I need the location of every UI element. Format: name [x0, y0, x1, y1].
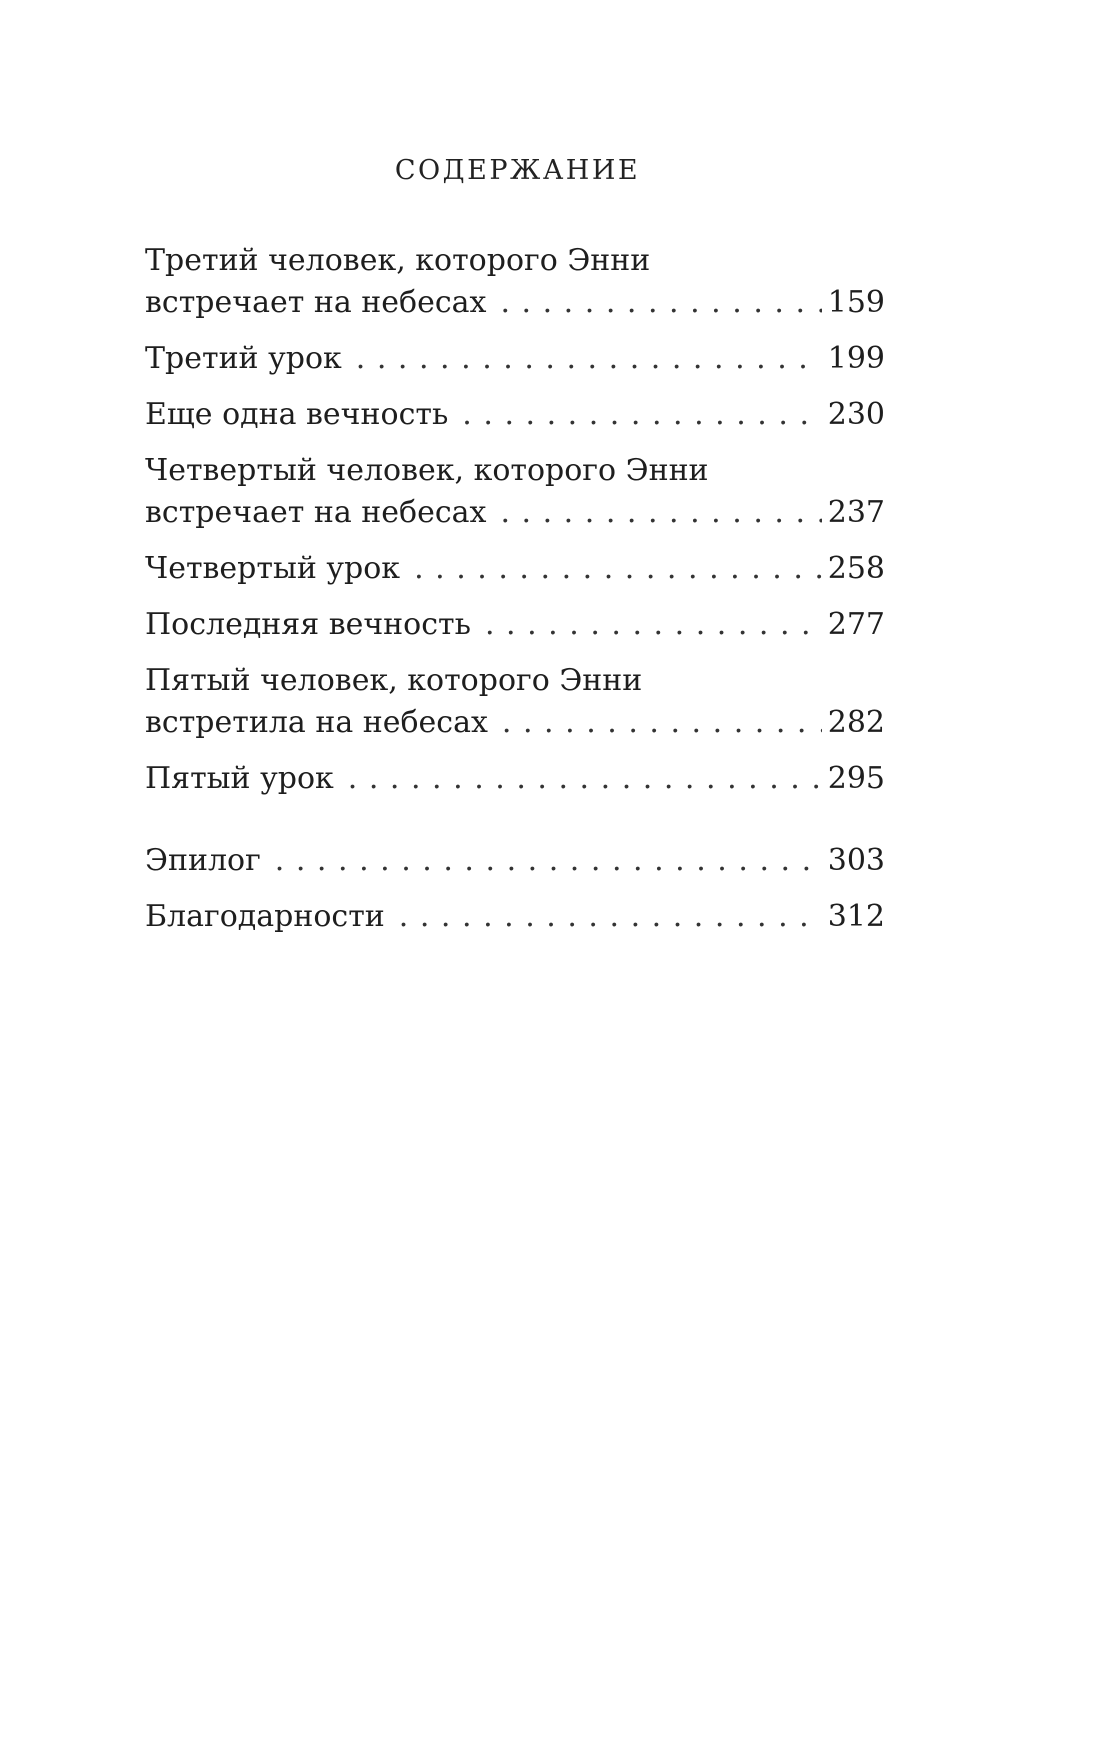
toc-entry-title: Благодарности [145, 899, 385, 934]
toc-entry-title: Последняя вечность [145, 607, 471, 642]
toc-entry[interactable] [145, 660, 885, 744]
dot-leader [500, 492, 821, 534]
dot-leader [485, 604, 822, 646]
toc-entry[interactable] [145, 338, 885, 380]
toc-page-number: 159 [827, 285, 885, 320]
toc-entry-title-line-1: Третий человек, которого Энни [145, 243, 651, 278]
dot-leader [462, 394, 821, 436]
toc-entry[interactable] [145, 604, 885, 646]
toc-entry[interactable] [145, 394, 885, 436]
toc-page-number: 199 [827, 341, 885, 376]
dot-leader [356, 338, 822, 380]
toc-entry-title: Еще одна вечность [145, 397, 449, 432]
toc-entry[interactable] [145, 450, 885, 534]
dot-leader [348, 758, 822, 800]
toc-entry-title: Четвертый урок [145, 551, 401, 586]
toc-page-number: 258 [827, 551, 885, 586]
toc-page-number: 295 [827, 761, 885, 796]
toc-entry-title: Эпилог [145, 843, 261, 878]
toc-entry-title: встречает на небесах [145, 495, 487, 530]
toc-entry-title: Третий урок [145, 341, 342, 376]
toc-page-number: 277 [827, 607, 885, 642]
dot-leader [399, 896, 822, 938]
toc-entry-title-line-1: Четвертый человек, которого Энни [145, 453, 709, 488]
toc-entry[interactable] [145, 840, 885, 882]
toc-page-number: 303 [827, 843, 885, 878]
toc-entry-title: встретила на небесах [145, 705, 488, 740]
toc-page-number: 312 [827, 899, 885, 934]
contents-heading: СОДЕРЖАНИЕ [394, 155, 641, 186]
toc-entry-title-line-1: Пятый человек, которого Энни [145, 663, 643, 698]
toc-entry[interactable] [145, 896, 885, 938]
toc-page-number: 230 [827, 397, 885, 432]
dot-leader [414, 548, 822, 590]
toc-page-number: 282 [827, 705, 885, 740]
toc-entry[interactable] [145, 240, 885, 324]
dot-leader [275, 840, 822, 882]
toc-entry-title: встречает на небесах [145, 285, 487, 320]
toc-entry[interactable] [145, 548, 885, 590]
toc-page-number: 237 [827, 495, 885, 530]
dot-leader [500, 282, 821, 324]
dot-leader [502, 702, 822, 744]
toc-entry-title: Пятый урок [145, 761, 334, 796]
table-of-contents [145, 240, 885, 938]
toc-entry[interactable] [145, 758, 885, 800]
